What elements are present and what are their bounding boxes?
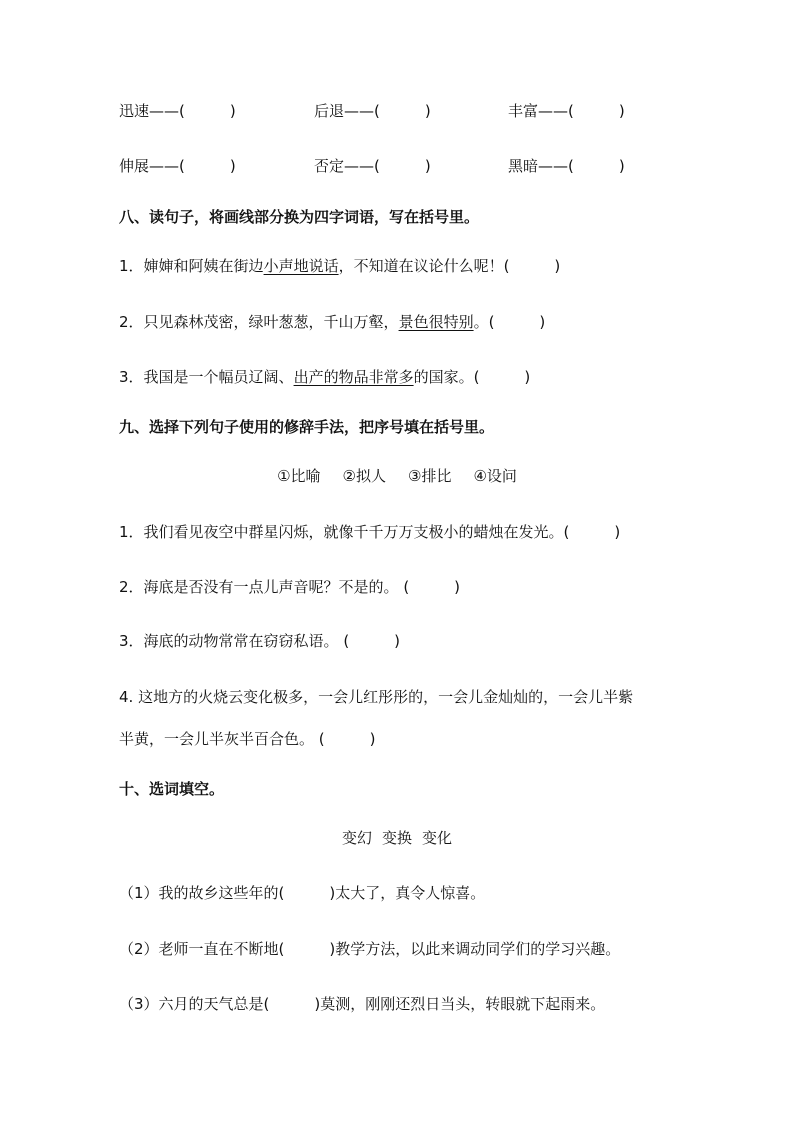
sentence-item: 4. 这地方的火烧云变化极多，一会儿红彤彤的，一会儿金灿灿的，一会儿半紫 <box>119 688 634 706</box>
option-rhetorical-question: ④设问 <box>473 467 517 485</box>
word-choices <box>0 828 794 848</box>
antonym-item: 伸展——( ) <box>119 157 236 175</box>
antonym-item: 迅速——( ) <box>119 102 236 120</box>
antonym-item: 丰富——( ) <box>508 102 625 120</box>
item-number: 3． <box>119 368 144 386</box>
word-choice: 变幻 <box>341 829 372 847</box>
underlined-phrase: 景色很特别 <box>398 313 474 331</box>
underlined-phrase: 出产的物品非常多 <box>293 368 414 386</box>
sentence-item <box>119 367 530 387</box>
option-simile: ①比喻 <box>277 467 321 485</box>
section-10-heading: 十、选词填空。 <box>119 780 225 798</box>
sentence-text: ，不知道在议论什么呢！( ) <box>338 257 561 275</box>
option-personification: ②拟人 <box>342 467 386 485</box>
rhetoric-options <box>0 466 794 486</box>
item-number: 2． <box>119 313 144 331</box>
word-choice: 变换 <box>381 829 412 847</box>
sentence-item <box>119 312 545 332</box>
underlined-phrase: 小声地说话 <box>263 257 339 275</box>
sentence-text: 只见森林茂密，绿叶葱葱，千山万壑， <box>143 313 399 331</box>
antonym-item: 否定——( ) <box>314 157 431 175</box>
sentence-text: 我国是一个幅员辽阔、 <box>143 368 294 386</box>
option-parallelism: ③排比 <box>408 467 452 485</box>
sentence-item: 3．海底的动物常常在窃窃私语。 ( ) <box>119 632 401 650</box>
fill-item: （1）我的故乡这些年的( )太大了，真令人惊喜。 <box>119 884 486 902</box>
fill-item: （2）老师一直在不断地( )教学方法，以此来调动同学们的学习兴趣。 <box>119 940 621 958</box>
sentence-item: 2．海底是否没有一点儿声音呢？不是的。 ( ) <box>119 578 461 596</box>
sentence-item: 1．我们看见夜空中群星闪烁，就像千千万万支极小的蜡烛在发光。( ) <box>119 523 621 541</box>
sentence-text: 。( ) <box>473 313 546 331</box>
word-choice: 变化 <box>422 829 453 847</box>
sentence-item <box>119 256 560 276</box>
sentence-text: 的国家。( ) <box>413 368 531 386</box>
sentence-text: 婶婶和阿姨在街边 <box>143 257 264 275</box>
section-8-heading: 八、读句子，将画线部分换为四字词语，写在括号里。 <box>119 208 480 226</box>
fill-item: （3）六月的天气总是( )莫测，刚刚还烈日当头，转眼就下起雨来。 <box>119 995 606 1013</box>
section-9-heading: 九、选择下列句子使用的修辞手法，把序号填在括号里。 <box>119 418 495 436</box>
item-number: 1． <box>119 257 144 275</box>
antonym-item: 后退——( ) <box>314 102 431 120</box>
antonym-item: 黑暗——( ) <box>508 157 625 175</box>
sentence-item-continued: 半黄，一会儿半灰半百合色。 ( ) <box>119 730 376 748</box>
